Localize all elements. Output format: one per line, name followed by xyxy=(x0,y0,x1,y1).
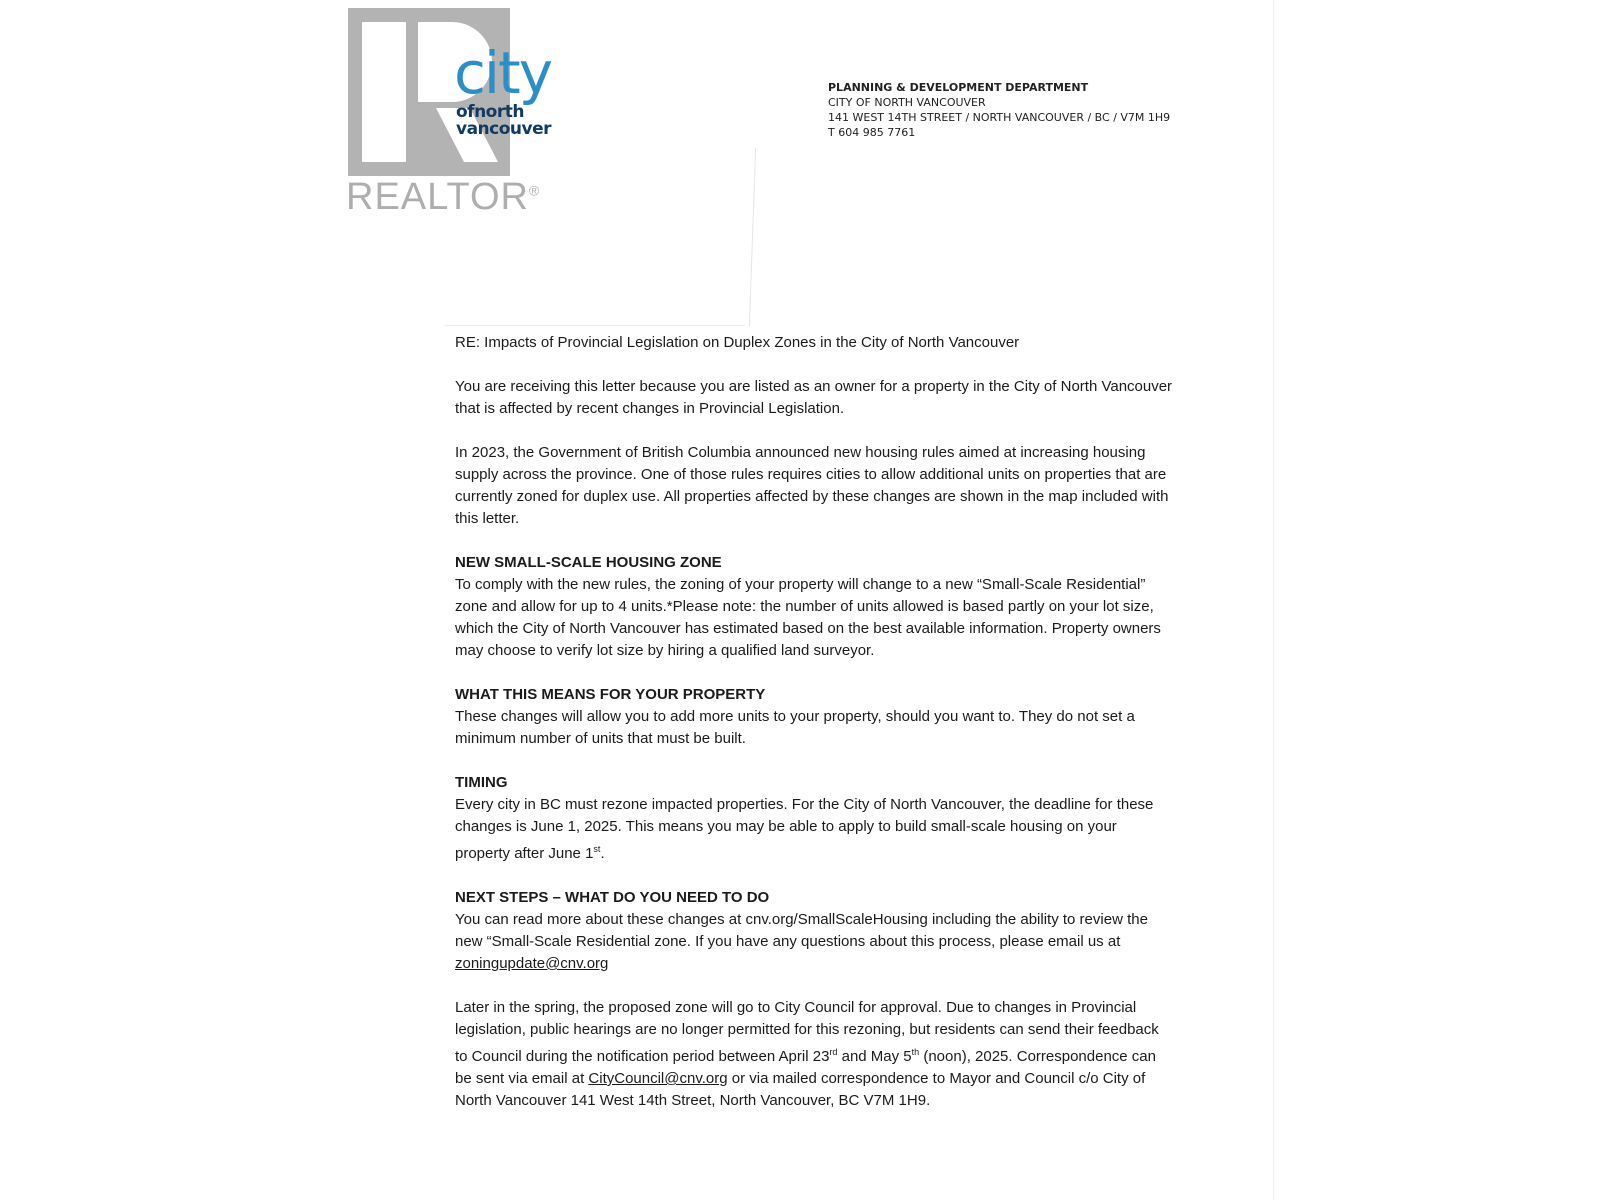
section-body-property: These changes will allow you to add more units to your property, should you want to. They do not set a minimum number of units that must be built. xyxy=(455,708,1135,747)
section-heading-next-steps: NEXT STEPS – WHAT DO YOU NEED TO DO xyxy=(455,889,770,906)
next-steps-text: You can read more about these changes at cnv.org/SmallScaleHousing including the ability to review the new “Small-Scale Residential zone. If you have any questions about this process, please email us at xyxy=(455,911,1148,950)
department-address: 141 WEST 14TH STREET / NORTH VANCOUVER / BC / V7M 1H9 xyxy=(828,111,1171,124)
council-email-link[interactable]: CityCouncil@cnv.org xyxy=(588,1070,728,1087)
page-edge xyxy=(1273,0,1274,1200)
closing-paragraph xyxy=(455,997,1175,1112)
closing-text-3: (noon), 2025. Correspondence can be sent via email at xyxy=(455,1048,1156,1087)
timing-end: . xyxy=(600,845,605,862)
section-heading-property: WHAT THIS MEANS FOR YOUR PROPERTY xyxy=(455,686,766,703)
section-body-zone: To comply with the new rules, the zoning of your property will change to a new “Small-Scale Residential” zone and allow for up to 4 units.*Please note: the number of units allowed is based partly on your lot size, which the City of North Vancouver has estimated based on the best available information. Property owners may choose to verify lot size by hiring a qualified land surveyor. xyxy=(455,576,1161,659)
intro-paragraph: You are receiving this letter because you are listed as an owner for a property in the City of North Vancouver that is affected by recent changes in Provincial Legislation. xyxy=(455,378,1173,417)
scan-artifact xyxy=(749,148,756,326)
realtor-word: REALTOR xyxy=(346,176,529,218)
closing-sup-1: rd xyxy=(829,1047,838,1057)
closing-sup-2: th xyxy=(911,1047,920,1057)
letter-body xyxy=(455,332,1175,1134)
closing-text-4: or via mailed correspondence to Mayor and Council c/o City of North Vancouver 141 West 14th Street, North Vancouver, BC V7M 1H9. xyxy=(455,1070,1146,1109)
registered-mark: ® xyxy=(528,182,541,199)
subject-line: RE: Impacts of Provincial Legislation on Duplex Zones in the City of North Vancouver xyxy=(455,334,1020,351)
realtor-watermark-text xyxy=(346,176,540,219)
department-city: CITY OF NORTH VANCOUVER xyxy=(828,96,986,109)
logo-line1: ofnorth xyxy=(456,102,524,122)
timing-text: Every city in BC must rezone impacted properties. For the City of North Vancouver, the deadline for these changes is June 1, 2025. This means you may be able to apply to build small-scale housing on your property after June 1 xyxy=(455,796,1154,862)
logo-city-word: city xyxy=(454,39,552,107)
closing-text-2: and May 5 xyxy=(837,1048,912,1065)
background-paragraph: In 2023, the Government of British Columbia announced new housing rules aimed at increasing housing supply across the province. One of those rules requires cities to allow additional units on properties that are currently zoned for duplex use. All properties affected by these changes are shown in the map included with this letter. xyxy=(455,444,1169,527)
section-body-timing xyxy=(455,794,1175,865)
department-phone: T 604 985 7761 xyxy=(828,126,916,139)
section-body-next-steps xyxy=(455,909,1175,975)
scan-artifact-horizontal xyxy=(445,325,745,326)
zoning-email-link[interactable]: zoningupdate@cnv.org xyxy=(455,955,609,972)
section-heading-timing: TIMING xyxy=(455,774,508,791)
department-header xyxy=(828,80,1170,140)
section-heading-zone: NEW SMALL-SCALE HOUSING ZONE xyxy=(455,554,722,571)
logo-line2: vancouver xyxy=(456,119,552,139)
closing-text-1: Later in the spring, the proposed zone will go to City Council for approval. Due to changes in Provincial legislation, public hearings are no longer permitted for this rezoning, but residents can send their feedback to Council during the notification period between April 23 xyxy=(455,999,1159,1065)
city-logo xyxy=(454,39,574,142)
department-name: PLANNING & DEVELOPMENT DEPARTMENT xyxy=(828,81,1089,94)
timing-sup: st xyxy=(593,844,601,854)
